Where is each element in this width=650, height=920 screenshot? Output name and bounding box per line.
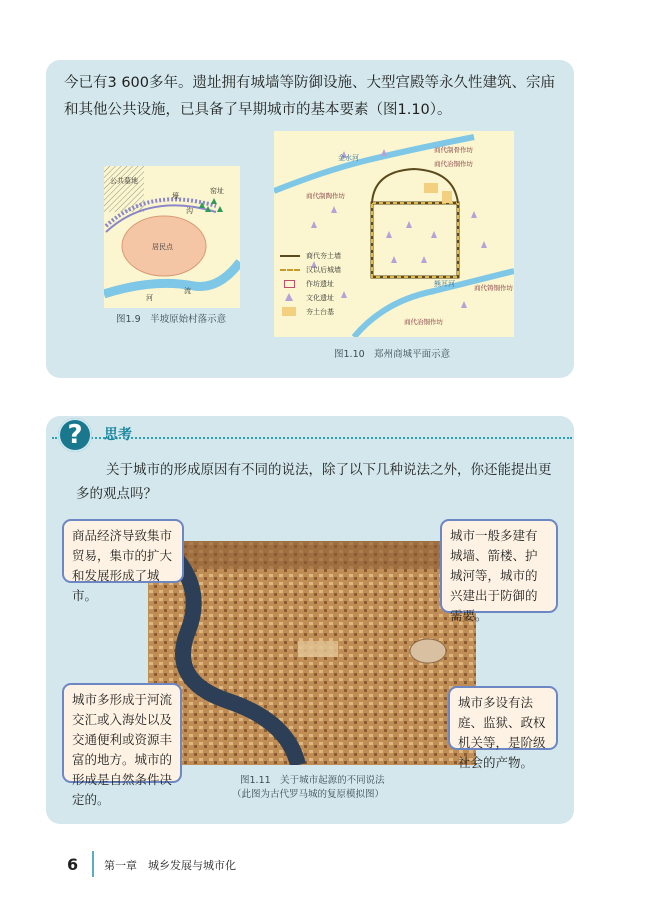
banpo-village-map xyxy=(104,166,240,308)
ancient-rome-illustration xyxy=(148,541,476,765)
figure-1-11-caption: 图1.11 关于城市起源的不同说法 xyxy=(240,775,385,786)
page-number: 6 xyxy=(67,855,79,874)
opinion-bubble-class: 城市多设有法庭、监狱、政权机关等，是阶级社会的产物。 xyxy=(448,686,558,750)
think-title: 思考 xyxy=(104,427,132,443)
pottery-workshop-label: 商代制陶作坊 xyxy=(306,192,345,200)
figure-1-11-subcaption: （此图为古代罗马城的复原模拟图） xyxy=(232,789,385,800)
smelt-workshop-top-label: 商代冶铜作坊 xyxy=(434,160,473,168)
opinion-bubble-nature: 城市多形成于河流交汇或入海处以及交通便利或资源丰富的地方。城市的形成是自然条件决定的。 xyxy=(62,683,182,783)
cemetery-label: 公共墓地 xyxy=(110,177,138,185)
footer-divider xyxy=(92,851,94,877)
chapter-title: 第一章 城乡发展与城市化 xyxy=(104,859,236,872)
rammed-earth-platform xyxy=(424,183,438,193)
think-question: 关于城市的形成原因有不同的说法，除了以下几种说法之外，你还能提出更多的观点吗？ xyxy=(76,462,552,502)
river-label-1: 河 xyxy=(146,294,153,302)
moat-label-1: 壕 xyxy=(172,192,179,200)
kiln-label: 窑址 xyxy=(210,187,224,195)
river-label-2: 流 xyxy=(184,287,191,295)
opinion-bubble-market: 商品经济导致集市贸易，集市的扩大和发展形成了城市。 xyxy=(62,519,184,583)
bone-workshop-label: 商代制骨作坊 xyxy=(434,146,473,154)
figure-1-10-caption: 图1.10 郑州商城平面示意 xyxy=(334,349,451,360)
xionger-river-label: 熊耳河 xyxy=(434,280,455,288)
question-icon: ? xyxy=(58,418,92,452)
han-wall xyxy=(372,203,458,277)
intro-paragraph: 今已有3 600多年。遗址拥有城墙等防御设施、大型宫殿等永久性建筑、宗庙和其他公共设施，已具备了早期城市的基本要素（图1.10）。 xyxy=(64,75,556,118)
colosseum xyxy=(410,639,446,663)
figure-1-9-caption: 图1.9 半坡原始村落示意 xyxy=(116,314,227,325)
shang-wall xyxy=(372,203,458,277)
cast-workshop-label: 商代铸铜作坊 xyxy=(474,284,513,292)
zhengzhou-city-map: 金水河 熊耳河 商代制骨作坊 商代冶铜作坊 商代制陶作坊 商代铸铜作坊 商代冶铜作坊 商代夯土墙 汉以后城墙 作坊遗址 文化遗址 夯土台基 xyxy=(274,131,514,337)
moat-label-2: 沟 xyxy=(186,207,193,215)
smelt-workshop-bottom-label: 商代冶铜作坊 xyxy=(404,318,443,326)
residence-label: 居民点 xyxy=(152,243,173,251)
jinshui-river-label: 金水河 xyxy=(338,154,359,162)
cemetery-area xyxy=(104,166,144,212)
opinion-bubble-defense: 城市一般多建有城墙、箭楼、护城河等，城市的兴建出于防御的需要。 xyxy=(440,519,558,613)
